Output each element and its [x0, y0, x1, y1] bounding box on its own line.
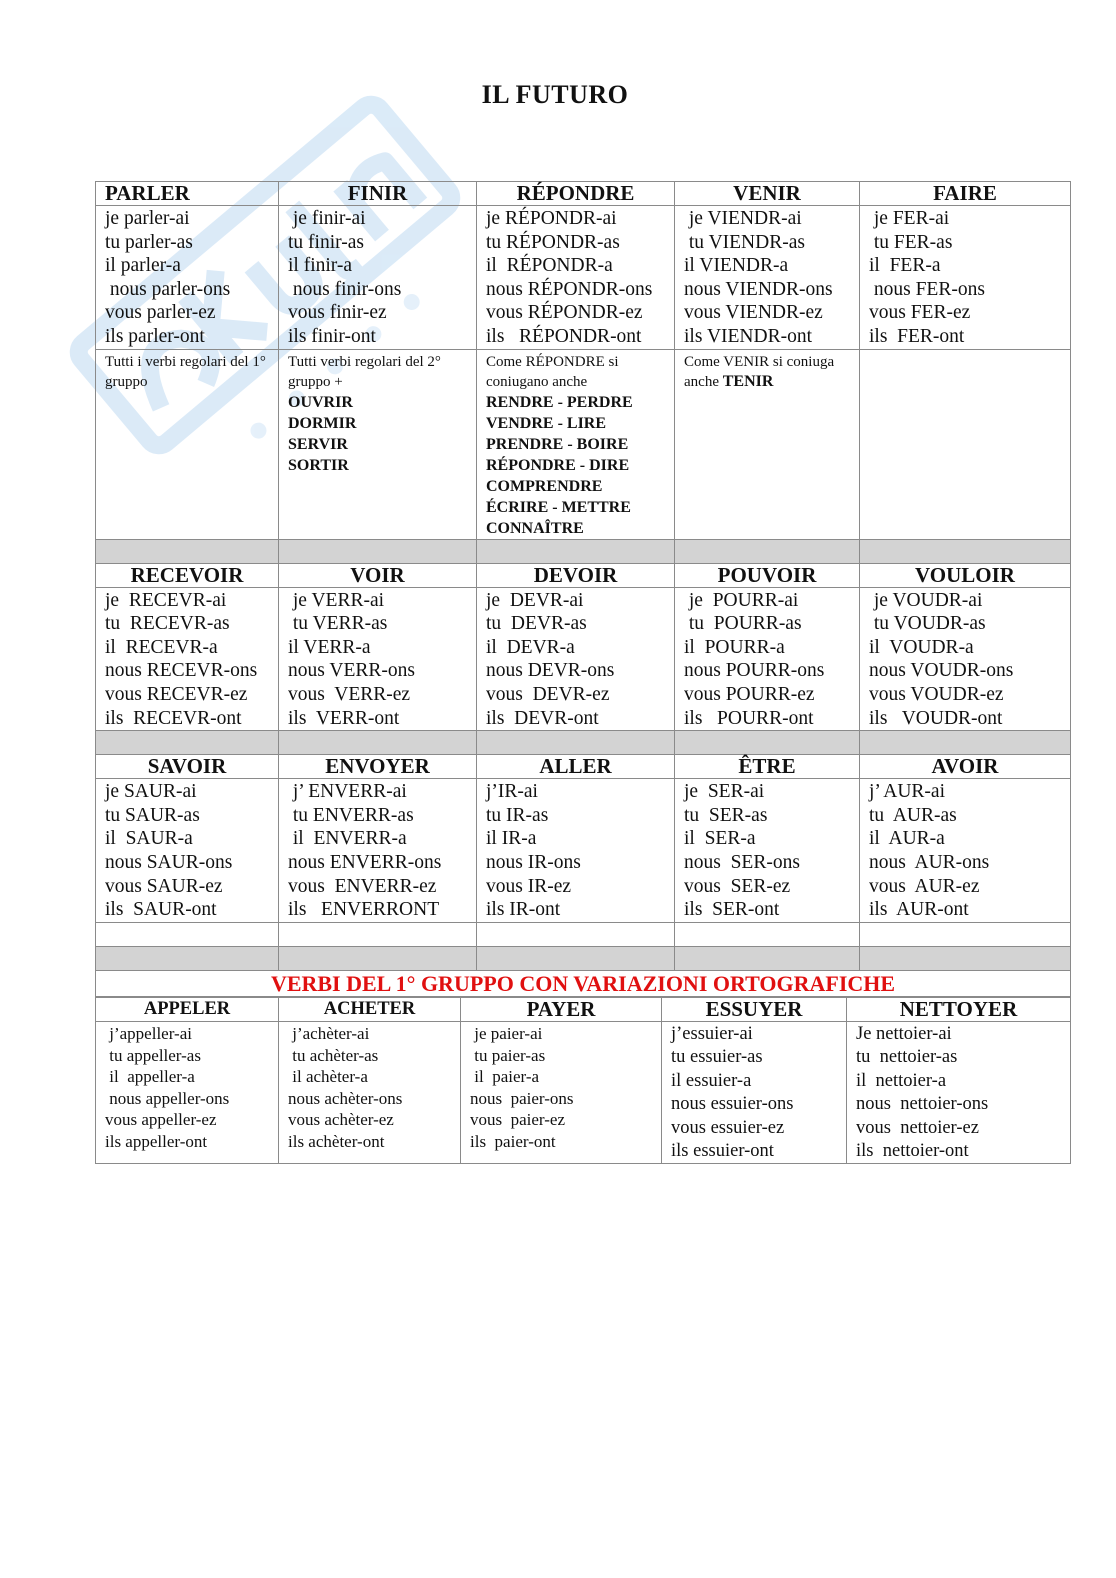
verb-header: ENVOYER	[279, 755, 477, 779]
verb-header: ACHETER	[279, 998, 461, 1022]
separator-row	[96, 731, 1071, 755]
note-text: Tutti verbi regolari del 2° gruppo +	[288, 353, 441, 390]
section-heading-row	[96, 970, 1071, 996]
verb-header: PAYER	[461, 998, 662, 1022]
conjugation-cell: je VIENDR-ai tu VIENDR-as il VIENDR-a nous VIENDR-ons vous VIENDR-ez ils VIENDR-ont	[675, 206, 860, 350]
conjugation-cell: j’ ENVERR-ai tu ENVERR-as il ENVERR-a nous ENVERR-ons vous ENVERR-ez ils ENVERRONT	[279, 779, 477, 923]
conjugation-cell: je VOUDR-ai tu VOUDR-as il VOUDR-a nous VOUDR-ons vous VOUDR-ez ils VOUDR-ont	[860, 587, 1071, 731]
note-verb: PRENDRE - BOIRE	[486, 435, 629, 453]
notes-row	[96, 349, 1071, 539]
verb-header: AVOIR	[860, 755, 1071, 779]
verb-header-row	[96, 563, 1071, 587]
conjugation-cell: je parler-ai tu parler-as il parler-a nous parler-ons vous parler-ez ils parler-ont	[96, 206, 279, 350]
note-verb: VENDRE - LIRE	[486, 414, 607, 432]
note-cell	[96, 349, 279, 539]
note-verb: OUVRIR	[288, 393, 353, 411]
note-cell	[860, 349, 1071, 539]
verb-header-row	[96, 182, 1071, 206]
conjugation-cell: je VERR-ai tu VERR-as il VERR-a nous VERR-ons vous VERR-ez ils VERR-ont	[279, 587, 477, 731]
verb-header: VOIR	[279, 563, 477, 587]
verb-header: ESSUYER	[662, 998, 847, 1022]
conjugation-cell: j’ AUR-ai tu AUR-as il AUR-a nous AUR-ons vous AUR-ez ils AUR-ont	[860, 779, 1071, 923]
verb-header: NETTOYER	[847, 998, 1071, 1022]
conjugation-row	[96, 1022, 1071, 1164]
note-text: Tutti i verbi regolari del 1° gruppo	[105, 353, 266, 390]
verb-header-row	[96, 998, 1071, 1022]
note-verb: RENDRE - PERDRE	[486, 393, 633, 411]
verb-header: PARLER	[96, 182, 279, 206]
section-heading: VERBI DEL 1° GRUPPO CON VARIAZIONI ORTOGRAFICHE	[96, 970, 1071, 996]
verb-header: FINIR	[279, 182, 477, 206]
conjugation-cell: je paier-ai tu paier-as il paier-a nous paier-ons vous paier-ez ils paier-ont	[461, 1022, 662, 1164]
conjugation-cell: Je nettoier-ai tu nettoier-as il nettoier-a nous nettoier-ons vous nettoier-ez ils nettoier-ont	[847, 1022, 1071, 1164]
verb-header: SAVOIR	[96, 755, 279, 779]
verb-header: APPELER	[96, 998, 279, 1022]
note-verb: DORMIR	[288, 414, 357, 432]
note-text: Come VENIR si coniuga anche	[684, 353, 835, 390]
verb-header: VOULOIR	[860, 563, 1071, 587]
note-verb: COMPRENDRE	[486, 477, 603, 495]
conjugation-cell: je DEVR-ai tu DEVR-as il DEVR-a nous DEVR-ons vous DEVR-ez ils DEVR-ont	[477, 587, 675, 731]
separator-row	[96, 946, 1071, 970]
conjugation-cell: je RECEVR-ai tu RECEVR-as il RECEVR-a nous RECEVR-ons vous RECEVR-ez ils RECEVR-ont	[96, 587, 279, 731]
note-text: Come RÉPONDRE si coniugano anche	[486, 353, 619, 390]
verb-header: POUVOIR	[675, 563, 860, 587]
conjugation-cell: j’essuier-ai tu essuier-as il essuier-a nous essuier-ons vous essuier-ez ils essuier-ont	[662, 1022, 847, 1164]
note-cell	[675, 349, 860, 539]
conjugation-cell: je RÉPONDR-ai tu RÉPONDR-as il RÉPONDR-a nous RÉPONDR-ons vous RÉPONDR-ez ils RÉPONDR-ont	[477, 206, 675, 350]
conjugation-row	[96, 779, 1071, 923]
note-verb: ÉCRIRE - METTRE	[486, 498, 631, 516]
verb-header: VENIR	[675, 182, 860, 206]
note-verb: SORTIR	[288, 456, 349, 474]
orthographic-variations-table	[95, 997, 1071, 1164]
verb-header: FAIRE	[860, 182, 1071, 206]
conjugation-cell: j’appeller-ai tu appeller-as il appeller-a nous appeller-ons vous appeller-ez ils appeller-ont	[96, 1022, 279, 1164]
note-verb: CONNAÎTRE	[486, 519, 584, 537]
conjugation-cell: j’achèter-ai tu achèter-as il achèter-a nous achèter-ons vous achèter-ez ils achèter-ont	[279, 1022, 461, 1164]
note-verb: TENIR	[722, 372, 774, 390]
conjugation-cell: je FER-ai tu FER-as il FER-a nous FER-ons vous FER-ez ils FER-ont	[860, 206, 1071, 350]
separator-row	[96, 539, 1071, 563]
note-verb: RÉPONDRE - DIRE	[486, 456, 630, 474]
note-cell	[279, 349, 477, 539]
verb-header-row	[96, 755, 1071, 779]
conjugation-cell: je SAUR-ai tu SAUR-as il SAUR-a nous SAUR-ons vous SAUR-ez ils SAUR-ont	[96, 779, 279, 923]
blank-row	[96, 922, 1071, 946]
conjugation-cell: je finir-ai tu finir-as il finir-a nous finir-ons vous finir-ez ils finir-ont	[279, 206, 477, 350]
verb-header: DEVOIR	[477, 563, 675, 587]
conjugation-cell: je POURR-ai tu POURR-as il POURR-a nous POURR-ons vous POURR-ez ils POURR-ont	[675, 587, 860, 731]
verb-header: ÊTRE	[675, 755, 860, 779]
conjugation-cell: je SER-ai tu SER-as il SER-a nous SER-ons vous SER-ez ils SER-ont	[675, 779, 860, 923]
future-tense-table	[95, 181, 1071, 997]
page-title: IL FUTURO	[481, 80, 629, 109]
note-cell	[477, 349, 675, 539]
conjugation-cell: j’IR-ai tu IR-as il IR-a nous IR-ons vous IR-ez ils IR-ont	[477, 779, 675, 923]
conjugation-row	[96, 206, 1071, 350]
verb-header: ALLER	[477, 755, 675, 779]
note-verb: SERVIR	[288, 435, 348, 453]
conjugation-row	[96, 587, 1071, 731]
verb-header: RECEVOIR	[96, 563, 279, 587]
verb-header: RÉPONDRE	[477, 182, 675, 206]
